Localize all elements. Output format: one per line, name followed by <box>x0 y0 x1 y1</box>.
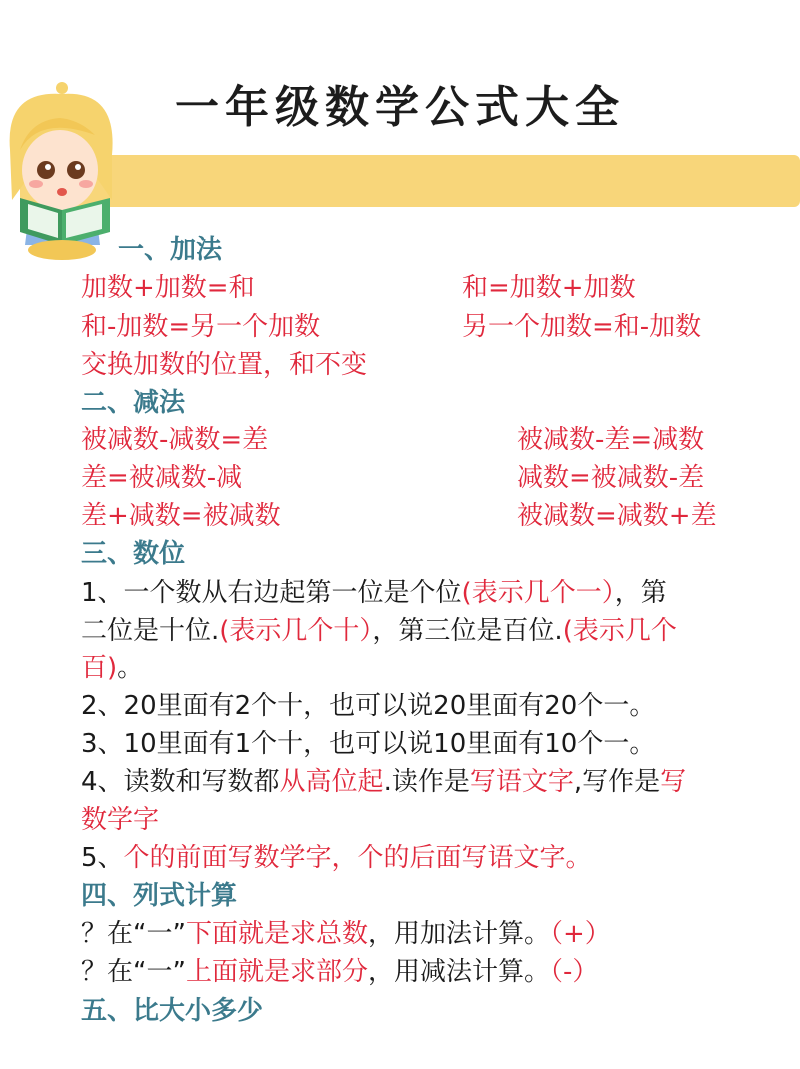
highlight-run: 写语文字 <box>469 767 574 797</box>
text-run: ？在“一” <box>81 919 186 949</box>
subtraction-formula: 差=被减数-减 <box>81 463 243 493</box>
addition-formula: 和-加数=另一个加数 <box>81 312 321 342</box>
section-heading-column-calc: 四、列式计算 <box>81 881 238 911</box>
subtraction-formula: 减数=被减数-差 <box>517 463 705 493</box>
section-heading-subtraction: 二、减法 <box>81 388 186 418</box>
highlight-run: 下面就是求总数 <box>185 919 368 949</box>
place-value-paragraph-1-cont <box>81 613 677 649</box>
highlight-run: 上面就是求部分 <box>185 957 368 987</box>
highlight-run: （+） <box>549 919 611 949</box>
section-heading-compare: 五、比大小多少 <box>81 996 264 1026</box>
place-value-paragraph-1 <box>81 575 667 611</box>
subtraction-formula: 被减数=减数+差 <box>517 501 717 531</box>
text-run: ，用加法计算。 <box>367 919 550 949</box>
subtraction-formula: 被减数-减数=差 <box>81 425 269 455</box>
text-run: ，用减法计算。 <box>367 957 550 987</box>
text-run: 4、读数和写数都 <box>81 767 280 797</box>
highlight-run: (表示几个 <box>562 616 677 646</box>
highlight-run: (表示几个十） <box>219 616 373 646</box>
band-brush-edge <box>740 160 800 202</box>
text-run: ，第三位是百位. <box>372 616 563 646</box>
highlight-run: 百) <box>81 653 118 683</box>
text-run: 二位是十位. <box>81 616 220 646</box>
text-run: ,写作是 <box>573 767 661 797</box>
title-highlight-band <box>20 155 800 207</box>
text-run: .读作是 <box>383 767 470 797</box>
addition-rule: 交换加数的位置，和不变 <box>81 350 368 380</box>
text-run: ？在“一” <box>81 957 186 987</box>
subtraction-formula: 差+减数=被减数 <box>81 501 281 531</box>
section-heading-addition: 一、加法 <box>118 235 223 265</box>
place-value-paragraph-2: 2、20里面有2个十，也可以说20里面有20个一。 <box>81 691 656 721</box>
highlight-run: 从高位起 <box>279 767 384 797</box>
column-calc-line-1 <box>81 916 611 952</box>
highlight-run: 写 <box>660 767 687 797</box>
section-heading-place-value: 三、数位 <box>81 539 186 569</box>
place-value-paragraph-1-end <box>81 650 143 686</box>
text-run: 。 <box>117 653 144 683</box>
highlight-run: （-） <box>549 957 599 987</box>
place-value-paragraph-4-cont: 数学字 <box>81 805 160 835</box>
place-value-paragraph-4 <box>81 764 686 800</box>
text-run: 1、一个数从右边起第一位是个位 <box>81 578 462 608</box>
page-title: 一年级数学公式大全 <box>175 82 625 133</box>
highlight-run: 个的前面写数学字，个的后面写语文字。 <box>123 843 592 873</box>
girl-reading-book-icon <box>0 80 135 260</box>
text-run: 5、 <box>81 843 124 873</box>
addition-formula: 另一个加数=和-加数 <box>462 312 702 342</box>
subtraction-formula: 被减数-差=减数 <box>517 425 705 455</box>
place-value-paragraph-3: 3、10里面有1个十，也可以说10里面有10个一。 <box>81 729 656 759</box>
addition-formula: 和=加数+加数 <box>462 273 636 303</box>
text-run: ，第 <box>614 578 667 608</box>
addition-formula: 加数+加数=和 <box>81 273 255 303</box>
highlight-run: (表示几个一） <box>461 578 615 608</box>
column-calc-line-2 <box>81 954 598 990</box>
place-value-paragraph-5 <box>81 840 592 876</box>
